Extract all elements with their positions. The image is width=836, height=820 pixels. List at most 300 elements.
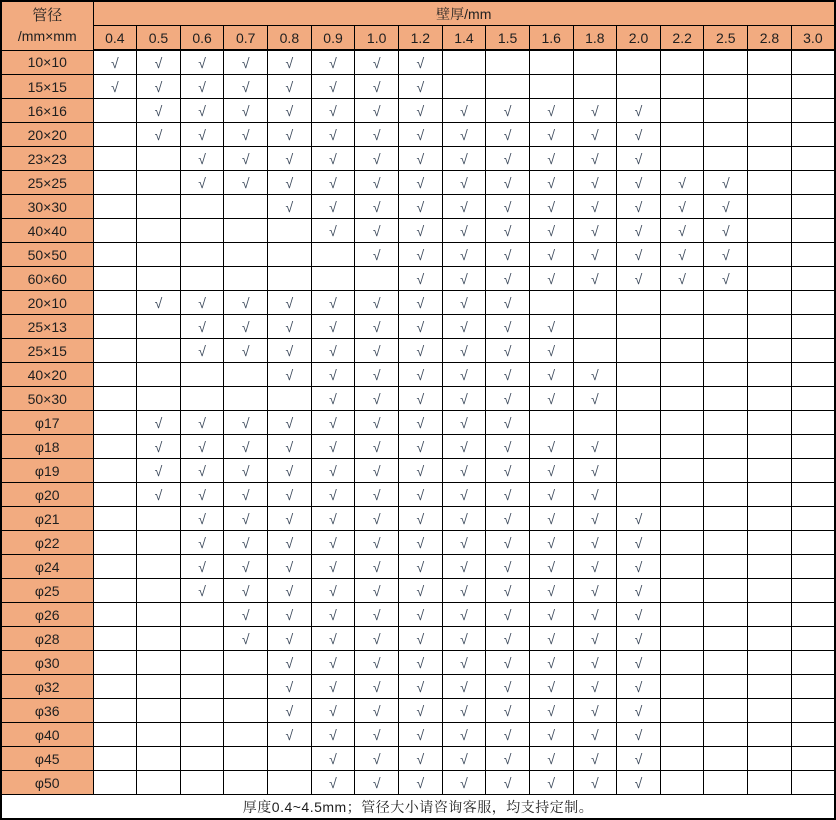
check-mark: √ [241,150,250,167]
availability-cell [704,219,748,243]
availability-cell [486,555,530,579]
check-mark: √ [154,414,163,431]
availability-cell [268,531,312,555]
availability-cell [791,579,835,603]
availability-cell [442,459,486,483]
availability-cell [311,195,355,219]
availability-cell [224,147,268,171]
availability-cell [573,75,617,99]
availability-cell [617,483,661,507]
availability-cell [529,459,573,483]
table-row [1,579,835,603]
availability-cell [529,147,573,171]
availability-cell [355,50,399,75]
availability-cell [93,291,137,315]
availability-cell [355,219,399,243]
availability-cell [486,771,530,795]
availability-cell [486,483,530,507]
availability-cell [224,99,268,123]
check-mark: √ [460,630,468,647]
check-mark: √ [547,654,556,671]
check-mark: √ [460,510,468,527]
check-mark: √ [591,222,599,239]
availability-cell [529,723,573,747]
availability-cell [355,747,399,771]
check-mark: √ [503,246,512,263]
availability-cell [224,195,268,219]
availability-cell [398,459,442,483]
availability-cell [704,675,748,699]
availability-cell [398,531,442,555]
availability-cell [268,603,312,627]
check-mark: √ [372,294,381,311]
availability-cell [398,363,442,387]
availability-cell [224,243,268,267]
corner-header-line2: /mm×mm [17,28,77,45]
check-mark: √ [241,318,250,335]
availability-cell [224,579,268,603]
pipe-size-label: 40×20 [1,363,93,387]
availability-cell [180,507,224,531]
availability-cell [93,771,137,795]
check-mark: √ [372,774,381,791]
availability-cell [573,363,617,387]
check-mark: √ [547,606,556,623]
availability-cell [617,219,661,243]
availability-cell [398,50,442,75]
availability-cell [137,219,181,243]
availability-cell [617,555,661,579]
availability-cell [224,555,268,579]
availability-cell [573,243,617,267]
availability-cell [268,387,312,411]
availability-cell [660,267,704,291]
check-mark: √ [198,174,206,191]
availability-cell [224,603,268,627]
availability-cell [224,291,268,315]
availability-cell [573,459,617,483]
check-mark: √ [634,702,643,719]
availability-cell [137,387,181,411]
check-mark: √ [198,438,206,455]
check-mark: √ [460,342,468,359]
availability-cell [748,699,792,723]
availability-cell [137,339,181,363]
availability-cell [617,747,661,771]
availability-cell [748,651,792,675]
availability-cell [704,411,748,435]
availability-cell [180,75,224,99]
availability-cell [617,267,661,291]
availability-cell [137,195,181,219]
check-mark: √ [503,102,512,119]
availability-cell [573,99,617,123]
check-mark: √ [285,534,294,551]
availability-cell [442,387,486,411]
check-mark: √ [372,414,381,431]
availability-cell [748,771,792,795]
availability-cell [137,411,181,435]
check-mark: √ [372,78,381,95]
availability-cell [93,531,137,555]
availability-cell [486,171,530,195]
availability-cell [573,699,617,723]
check-mark: √ [460,270,468,287]
availability-cell [748,435,792,459]
availability-cell [180,723,224,747]
check-mark: √ [460,606,468,623]
check-mark: √ [285,414,294,431]
availability-cell [660,411,704,435]
availability-cell [268,123,312,147]
availability-cell [573,291,617,315]
availability-cell [486,603,530,627]
availability-cell [311,675,355,699]
pipe-size-label: 15×15 [1,75,93,99]
availability-cell [791,339,835,363]
availability-cell [180,387,224,411]
availability-cell [486,459,530,483]
availability-cell [311,50,355,75]
table-row [1,627,835,651]
availability-cell [660,579,704,603]
check-mark: √ [241,54,250,71]
check-mark: √ [372,534,381,551]
check-mark: √ [547,678,556,695]
check-mark: √ [285,126,294,143]
check-mark: √ [285,294,294,311]
check-mark: √ [329,54,337,71]
check-mark: √ [503,366,512,383]
check-mark: √ [503,630,512,647]
availability-cell [529,651,573,675]
availability-cell [660,603,704,627]
check-mark: √ [329,606,337,623]
availability-cell [660,75,704,99]
availability-cell [791,483,835,507]
availability-cell [180,147,224,171]
availability-cell [748,75,792,99]
check-mark: √ [372,54,381,71]
check-mark: √ [503,558,512,575]
availability-cell [180,699,224,723]
availability-cell [791,459,835,483]
availability-cell [398,219,442,243]
check-mark: √ [460,702,468,719]
check-mark: √ [503,294,512,311]
check-mark: √ [329,102,337,119]
availability-cell [791,219,835,243]
availability-cell [355,531,399,555]
availability-cell [486,75,530,99]
availability-cell [268,411,312,435]
availability-cell [224,459,268,483]
availability-cell [791,435,835,459]
check-mark: √ [329,462,337,479]
availability-cell [704,771,748,795]
pipe-size-label: φ50 [1,771,93,795]
availability-cell [180,411,224,435]
check-mark: √ [329,750,337,767]
check-mark: √ [416,54,425,71]
check-mark: √ [285,486,294,503]
availability-cell [268,147,312,171]
check-mark: √ [241,486,250,503]
pipe-size-label: φ21 [1,507,93,531]
availability-cell [355,243,399,267]
check-mark: √ [241,126,250,143]
availability-cell [442,579,486,603]
availability-cell [660,483,704,507]
pipe-size-label: 20×20 [1,123,93,147]
check-mark: √ [416,294,425,311]
check-mark: √ [416,366,425,383]
availability-cell [311,411,355,435]
check-mark: √ [154,78,163,95]
availability-cell [704,171,748,195]
availability-cell [93,555,137,579]
check-mark: √ [547,630,556,647]
availability-cell [529,339,573,363]
check-mark: √ [372,222,381,239]
check-mark: √ [329,78,337,95]
availability-cell [180,627,224,651]
check-mark: √ [416,438,425,455]
check-mark: √ [329,414,337,431]
availability-cell [137,435,181,459]
availability-cell [311,267,355,291]
availability-cell [660,219,704,243]
table-row [1,363,835,387]
availability-cell [573,147,617,171]
availability-cell [442,75,486,99]
check-mark: √ [634,126,643,143]
check-mark: √ [416,702,425,719]
availability-cell [442,435,486,459]
check-mark: √ [329,390,337,407]
availability-cell [442,363,486,387]
availability-cell [311,603,355,627]
availability-cell [529,483,573,507]
availability-cell [224,315,268,339]
availability-cell [442,531,486,555]
availability-cell [93,507,137,531]
availability-cell [748,315,792,339]
availability-cell [311,651,355,675]
check-mark: √ [329,582,337,599]
check-mark: √ [198,294,206,311]
availability-cell [180,579,224,603]
availability-cell [137,363,181,387]
availability-cell [704,267,748,291]
availability-cell [529,579,573,603]
availability-cell [180,363,224,387]
availability-cell [529,675,573,699]
availability-cell [355,723,399,747]
availability-cell [311,483,355,507]
availability-cell [529,243,573,267]
availability-cell [180,603,224,627]
availability-cell [748,411,792,435]
check-mark: √ [460,678,468,695]
table-row [1,675,835,699]
availability-cell [617,99,661,123]
pipe-size-label: 60×60 [1,267,93,291]
availability-cell [398,291,442,315]
check-mark: √ [329,222,337,239]
availability-cell [791,507,835,531]
availability-cell [137,747,181,771]
check-mark: √ [503,750,512,767]
availability-cell [704,627,748,651]
availability-cell [704,195,748,219]
availability-cell [704,315,748,339]
availability-cell [224,50,268,75]
availability-cell [791,123,835,147]
availability-cell [224,75,268,99]
availability-cell [748,267,792,291]
table-row [1,315,835,339]
check-mark: √ [678,246,686,263]
pipe-size-label: 23×23 [1,147,93,171]
availability-cell [748,723,792,747]
availability-cell [617,675,661,699]
availability-cell [355,411,399,435]
check-mark: √ [503,438,512,455]
availability-cell [93,483,137,507]
availability-cell [791,315,835,339]
availability-cell [486,339,530,363]
availability-cell [573,195,617,219]
availability-cell [355,195,399,219]
check-mark: √ [241,438,250,455]
table-row [1,147,835,171]
availability-cell [748,555,792,579]
check-mark: √ [503,702,512,719]
availability-cell [442,723,486,747]
table-row [1,171,835,195]
availability-cell [398,195,442,219]
availability-cell [486,579,530,603]
availability-cell [93,723,137,747]
availability-cell [268,363,312,387]
availability-cell [93,435,137,459]
availability-cell [442,123,486,147]
table-row [1,435,835,459]
availability-cell [529,315,573,339]
availability-cell [355,555,399,579]
availability-cell [355,387,399,411]
table-row [1,699,835,723]
availability-cell [617,291,661,315]
availability-cell [442,243,486,267]
availability-cell [137,50,181,75]
availability-cell [660,171,704,195]
availability-cell [748,147,792,171]
table-row [1,603,835,627]
table-row [1,411,835,435]
availability-cell [791,555,835,579]
check-mark: √ [591,198,599,215]
availability-cell [704,699,748,723]
check-mark: √ [503,222,512,239]
availability-cell [355,171,399,195]
availability-cell [137,291,181,315]
check-mark: √ [591,270,599,287]
availability-cell [660,507,704,531]
availability-cell [311,171,355,195]
availability-cell [486,435,530,459]
availability-cell [573,771,617,795]
check-mark: √ [547,438,556,455]
check-mark: √ [678,174,686,191]
availability-cell [791,699,835,723]
availability-cell [704,147,748,171]
availability-cell [573,579,617,603]
check-mark: √ [329,126,337,143]
check-mark: √ [591,390,599,407]
availability-cell [704,579,748,603]
availability-cell [268,555,312,579]
check-mark: √ [285,702,294,719]
check-mark: √ [285,198,294,215]
availability-cell [137,723,181,747]
availability-cell [486,291,530,315]
availability-cell [442,747,486,771]
check-mark: √ [460,534,468,551]
check-mark: √ [503,318,512,335]
availability-cell [573,219,617,243]
availability-cell [617,50,661,75]
footer-row [1,795,835,820]
check-mark: √ [241,462,250,479]
check-mark: √ [416,486,425,503]
table-row [1,651,835,675]
availability-cell [355,675,399,699]
availability-cell [486,195,530,219]
check-mark: √ [416,246,425,263]
availability-cell [617,627,661,651]
availability-cell [573,531,617,555]
availability-cell [791,747,835,771]
availability-cell [180,651,224,675]
availability-cell [573,50,617,75]
availability-cell [529,771,573,795]
check-mark: √ [329,294,337,311]
availability-cell [398,555,442,579]
check-mark: √ [634,198,643,215]
availability-cell [355,339,399,363]
availability-cell [355,435,399,459]
check-mark: √ [460,486,468,503]
availability-cell [573,123,617,147]
table-header [1,1,835,50]
check-mark: √ [329,486,337,503]
check-mark: √ [591,510,599,527]
check-mark: √ [503,270,512,287]
thickness-col-header: 1.8 [573,26,617,51]
availability-cell [486,387,530,411]
availability-cell [137,147,181,171]
availability-cell [180,291,224,315]
check-mark: √ [372,462,381,479]
availability-cell [224,507,268,531]
check-mark: √ [416,102,425,119]
availability-cell [398,675,442,699]
check-mark: √ [634,534,643,551]
check-mark: √ [678,198,686,215]
check-mark: √ [372,606,381,623]
